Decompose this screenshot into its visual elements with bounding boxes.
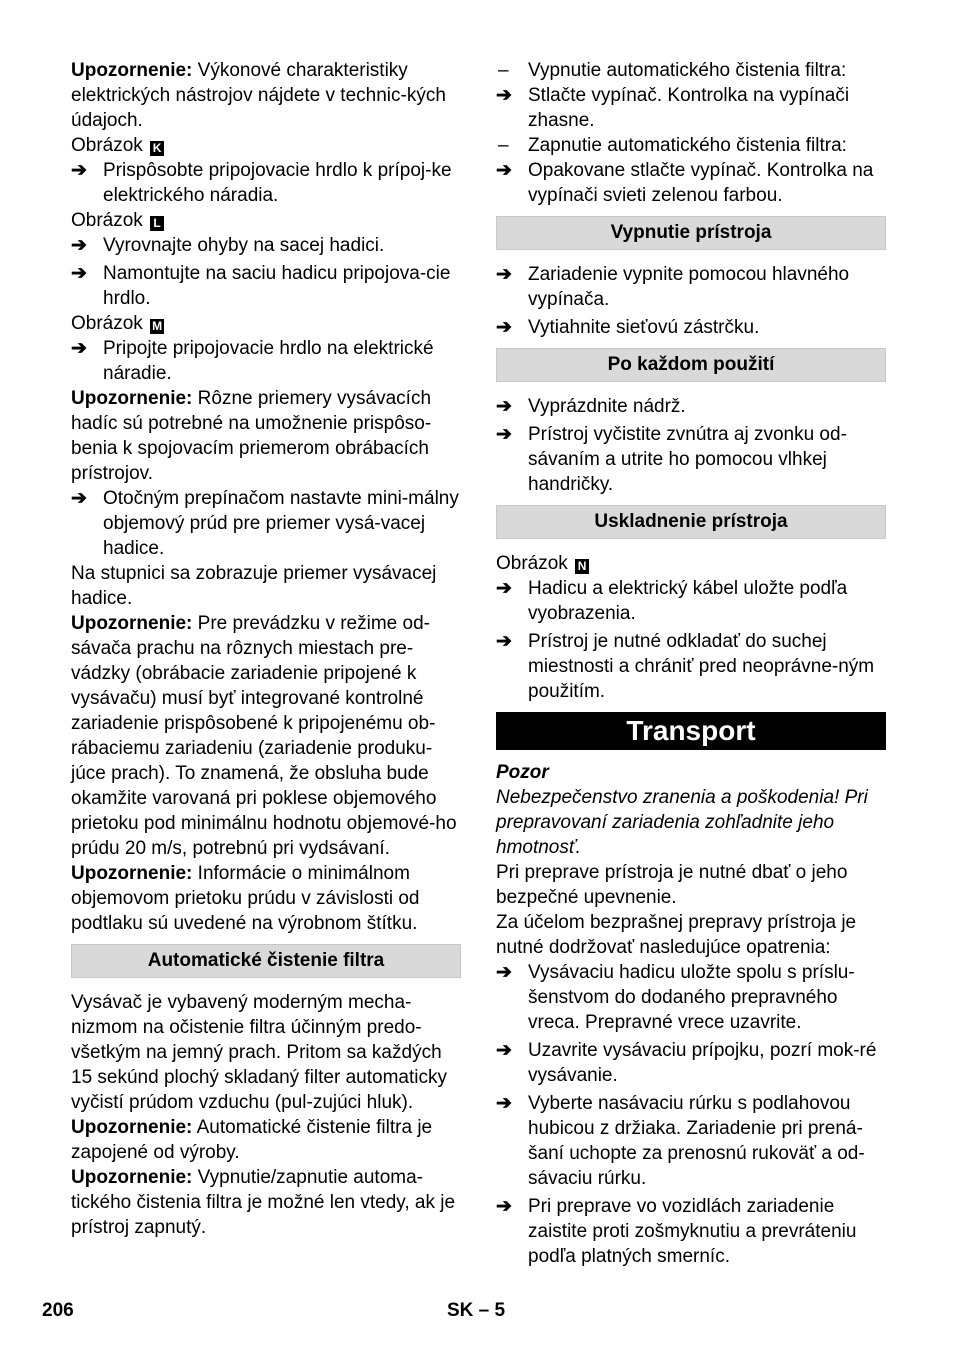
left-column	[71, 58, 461, 1240]
arrow-icon: ➔	[496, 1040, 512, 1061]
list-item: ➔ Zariadenie vypnite pomocou hlavného vypínača.	[496, 264, 850, 310]
figure-letter-icon: L	[150, 216, 164, 231]
arrow-icon: ➔	[496, 1196, 512, 1217]
arrow-icon: ➔	[496, 317, 512, 338]
list-item: ➔ Stlačte vypínač. Kontrolka na vypínači zhasne.	[496, 85, 850, 131]
figure-reference: Obrázok L	[71, 208, 461, 233]
arrow-icon: ➔	[496, 160, 512, 181]
list-item: ➔ Vysávaciu hadicu uložte spolu s príslu-šenstvom do dodaného prepravného vreca. Prepravné vrece uzavrite.	[496, 962, 855, 1033]
note-paragraph: Upozornenie: Vypnutie/zapnutie automa-tického čistenia filtra je možné len vtedy, ak je prístroj zapnutý.	[71, 1167, 456, 1238]
arrow-icon: ➔	[496, 264, 512, 285]
arrow-icon: ➔	[496, 85, 512, 106]
dash-item: – Zapnutie automatického čistenia filtra:	[498, 135, 847, 156]
page-number: 206	[42, 1300, 74, 1321]
list-item: ➔ Pripojte pripojovacie hrdlo na elektrické náradie.	[71, 338, 434, 384]
section-heading: Automatické čistenie filtra	[71, 944, 461, 978]
list-item: ➔ Otočným prepínačom nastavte mini-málny objemový prúd pre priemer vysá-vacej hadice.	[71, 488, 459, 559]
caution-text: Nebezpečenstvo zranenia a poškodenia! Pri prepravovaní zariadenia zohľadnite jeho hmotnosť.	[496, 787, 868, 858]
note-paragraph: Upozornenie: Automatické čistenie filtra je zapojené od výroby.	[71, 1117, 433, 1163]
list-item: ➔ Vyprázdnite nádrž.	[496, 396, 686, 417]
figure-letter-icon: N	[575, 559, 589, 574]
figure-reference: Obrázok N	[496, 551, 886, 576]
list-item: ➔ Vyberte nasávaciu rúrku s podlahovou hubicou z držiaka. Zariadenie pri prená-šaní uchopte za prenosnú rukoväť a od-sávaciu rúrku.	[496, 1093, 865, 1189]
section-heading: Uskladnenie prístroja	[496, 505, 886, 539]
arrow-icon: ➔	[496, 396, 512, 417]
arrow-icon: ➔	[496, 631, 512, 652]
section-heading: Po každom použití	[496, 348, 886, 382]
list-item: ➔ Opakovane stlačte vypínač. Kontrolka na vypínači svieti zelenou farbou.	[496, 160, 874, 206]
list-item: ➔ Vytiahnite sieťovú zástrčku.	[496, 317, 760, 338]
caution-label: Pozor	[496, 762, 549, 783]
right-column	[496, 58, 886, 1269]
note-paragraph: Upozornenie: Informácie o minimálnom objemovom prietoku prúdu v závislosti od podtlaku sú uvedené na výrobnom štítku.	[71, 863, 420, 934]
list-item: ➔ Uzavrite vysávaciu prípojku, pozrí mok-ré vysávanie.	[496, 1040, 877, 1086]
arrow-icon: ➔	[71, 263, 87, 284]
arrow-icon: ➔	[496, 424, 512, 445]
arrow-icon: ➔	[71, 235, 87, 256]
list-item: ➔ Prístroj je nutné odkladať do suchej miestnosti a chrániť pred neoprávne-ným použitím.	[496, 631, 875, 702]
list-item: ➔ Vyrovnajte ohyby na sacej hadici.	[71, 235, 385, 256]
section-heading: Vypnutie prístroja	[496, 216, 886, 250]
figure-letter-icon: M	[152, 319, 163, 333]
arrow-icon: ➔	[71, 338, 87, 359]
figure-letter-icon: K	[150, 141, 164, 156]
arrow-icon: ➔	[496, 962, 512, 983]
section-marker: SK – 5	[447, 1300, 506, 1321]
list-item: ➔ Namontujte na saciu hadicu pripojova-cie hrdlo.	[71, 263, 451, 309]
figure-reference: Obrázok K	[71, 133, 461, 158]
note-paragraph: Upozornenie: Pre prevádzku v režime od-sávača prachu na rôznych miestach pre-vádzky (obrábacie zariadenie pripojené k vysávaču) musí byť integrované kontrolné zariadenie prispôsobené k pripojenému ob-rábaciemu zariadeniu (zariadenie produku-júce prach). To znamená, že obsluha bude okamžite varovaná pri poklese objemového prietoku pod minimálnu hodnotu objemové-ho prúdu 20 m/s, potrebnú pri vydsávaní.	[71, 613, 457, 859]
list-item: ➔ Hadicu a elektrický kábel uložte podľa vyobrazenia.	[496, 578, 848, 624]
figure-reference: Obrázok M	[71, 313, 163, 334]
list-item: ➔ Pri preprave vo vozidlách zariadenie zaistite proti zošmyknutiu a prevráteniu podľa platných smerníc.	[496, 1196, 857, 1267]
arrow-icon: ➔	[71, 160, 87, 181]
arrow-icon: ➔	[496, 578, 512, 599]
body-paragraph: Vysávač je vybavený moderným mecha-nizmom na očistenie filtra účinným predo-všetkým na jemný prach. Pritom sa každých 15 sekúnd plochý skladaný filter automaticky vyčistí prúdom vzduchu (pul-zujúci hluk).	[71, 992, 447, 1113]
chapter-heading: Transport	[496, 712, 886, 750]
arrow-icon: ➔	[71, 488, 87, 509]
body-paragraph: Na stupnici sa zobrazuje priemer vysávacej hadice.	[71, 563, 437, 609]
body-paragraph: Za účelom bezprašnej prepravy prístroja je nutné dodržovať nasledujúce opatrenia:	[496, 912, 857, 958]
note-paragraph: Upozornenie: Rôzne priemery vysávacích hadíc sú potrebné na umožnenie prispôso-benia k spojovacím priemerom obrábacích prístrojov.	[71, 388, 432, 484]
body-paragraph: Pri preprave prístroja je nutné dbať o jeho bezpečné upevnenie.	[496, 862, 848, 908]
arrow-icon: ➔	[496, 1093, 512, 1114]
list-item: ➔ Prístroj vyčistite zvnútra aj zvonku od-sávaním a utrite ho pomocou vlhkej handričky.	[496, 424, 847, 495]
note-paragraph: Upozornenie: Výkonové charakteristiky elektrických nástrojov nájdete v technic-kých údajoch.	[71, 60, 446, 131]
list-item: ➔ Prispôsobte pripojovacie hrdlo k prípoj-ke elektrického náradia.	[71, 160, 452, 206]
dash-item: – Vypnutie automatického čistenia filtra:	[498, 60, 847, 81]
